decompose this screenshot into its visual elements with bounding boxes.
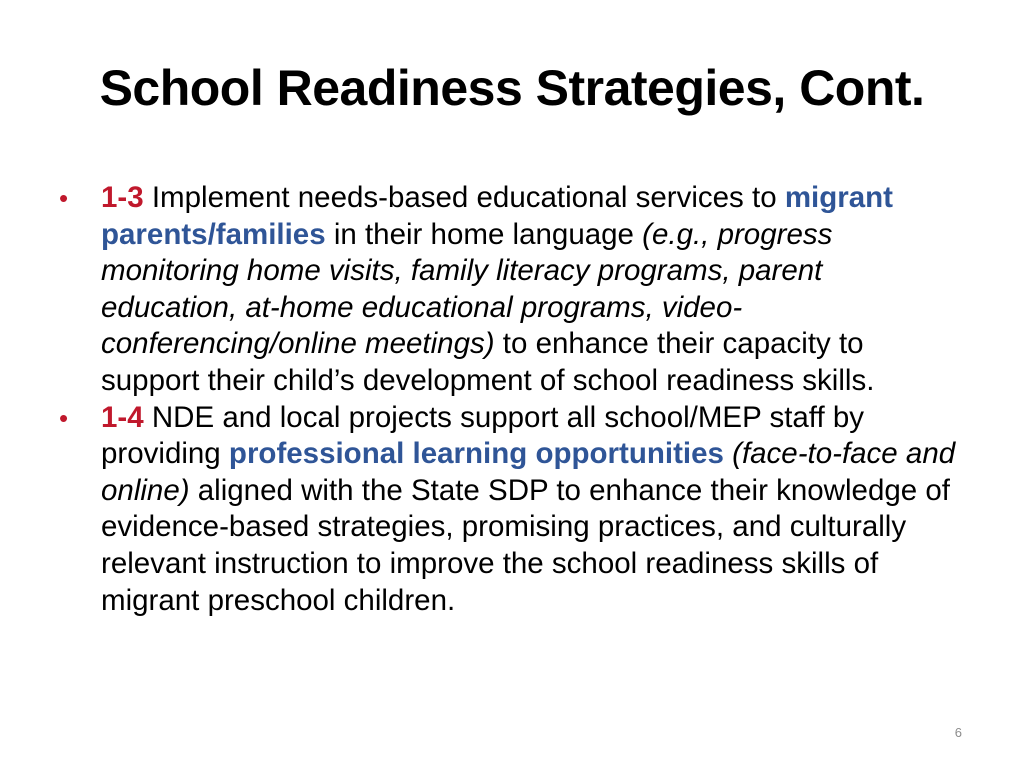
bullet-dot-icon: • (59, 183, 69, 213)
slide-title: School Readiness Strategies, Cont. (99, 60, 925, 116)
bullet-text: NDE and local projects support all school/MEP staff by providing (101, 400, 865, 471)
highlight-text: professional learning opportunities (228, 437, 724, 471)
bullet-text: Implement needs-based educational services to (143, 181, 785, 214)
bullet-dot-icon: • (59, 402, 69, 433)
strategy-code: 1-4 (101, 400, 144, 434)
page-number: 6 (954, 725, 962, 740)
italic-examples: (e.g., progress monitoring home visits, family literacy programs, parent education, at-home educational programs, video-conferencing/online meetings) (101, 217, 833, 361)
bullet-list (58, 180, 963, 619)
bullet-item-1-4 (58, 400, 963, 620)
bullet-text: in their home language (325, 217, 643, 251)
bullet-item-1-3 (58, 180, 963, 400)
bullet-text (724, 437, 732, 470)
highlight-text: migrant parents/families (101, 181, 893, 251)
bullet-text: to enhance their capacity to support their child’s development of school readiness skills. (101, 327, 875, 397)
bullet-text: aligned with the State SDP to enhance their knowledge of evidence-based strategies, promising practices, and culturally relevant instruction to improve the school readiness skills of migrant preschool children. (101, 473, 950, 617)
strategy-code: 1-3 (101, 181, 144, 214)
italic-examples: (face-to-face and online) (101, 437, 956, 507)
